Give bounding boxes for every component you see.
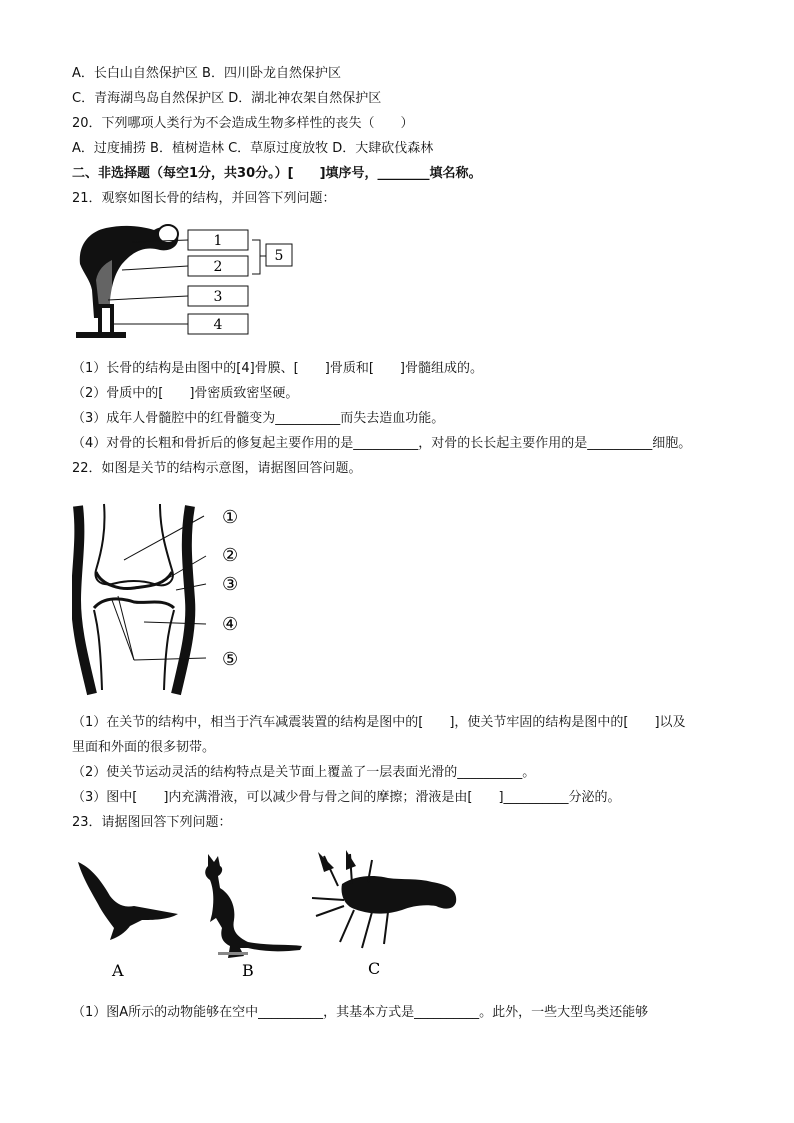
q23-sub1: （1）图A所示的动物能够在空中__________，其基本方式是__________。此外，一些大型鸟类还能够 [72, 1005, 649, 1020]
bone-base-shape [76, 332, 126, 338]
label-3: 3 [213, 289, 223, 305]
q22-sub1-line2: 里面和外面的很多韧带。 [72, 740, 216, 755]
joint-capsule-right [176, 506, 190, 694]
label-4: 4 [213, 317, 223, 333]
q20-stem: 20．下列哪项人类行为不会造成生物多样性的丧失（ ） [72, 116, 414, 131]
joint-figure [72, 500, 252, 696]
label-1: 1 [213, 233, 223, 249]
joint-capsule-left [76, 506, 92, 694]
q21-sub1: （1）长骨的结构是由图中的[4]骨膜、[ ]骨质和[ ]骨髓组成的。 [72, 361, 483, 376]
leader-line-3 [108, 296, 188, 300]
label-circle-3: ③ [222, 574, 239, 595]
label-5: 5 [274, 248, 284, 264]
leader-line-circle2 [158, 556, 206, 584]
kangaroo-silhouette [205, 854, 302, 958]
q22-stem: 22．如图是关节的结构示意图，请据图回答问题。 [72, 461, 362, 476]
label-circle-5: ⑤ [222, 649, 239, 670]
bird-silhouette [78, 862, 178, 940]
leader-line-circle1 [124, 516, 204, 560]
q20-options: A．过度捕捞 B．植树造林 C．草原过度放牧 D．大肆砍伐森林 [72, 141, 434, 156]
leader-line-2 [122, 266, 188, 270]
upper-bone-shape [96, 504, 173, 585]
label-circle-4: ④ [222, 614, 239, 635]
q19-options-cd: C．青海湖鸟岛自然保护区 D．湖北神农架自然保护区 [72, 91, 382, 106]
label-B: B [242, 961, 254, 980]
animals-figure [72, 848, 472, 984]
q21-stem: 21．观察如图长骨的结构，并回答下列问题： [72, 191, 336, 206]
bracket [252, 240, 266, 274]
leader-line-circle5c [134, 658, 206, 660]
crayfish-body-silhouette [341, 876, 456, 914]
q21-sub3: （3）成年人骨髓腔中的红骨髓变为__________而失去造血功能。 [72, 411, 445, 426]
label-circle-2: ② [222, 545, 239, 566]
label-C: C [368, 959, 381, 978]
section2-heading: 二、非选择题（每空1分，共30分。）[ ]填序号，________填名称。 [72, 166, 482, 181]
q23-stem: 23．请据图回答下列问题： [72, 815, 232, 830]
q21-sub4: （4）对骨的长粗和骨折后的修复起主要作用的是__________，对骨的长长起主要作用的是__________细胞。 [72, 436, 692, 451]
q19-options-ab: A．长白山自然保护区 B．四川卧龙自然保护区 [72, 66, 341, 81]
leader-line-circle5a [118, 596, 134, 660]
q22-sub2: （2）使关节运动灵活的结构特点是关节面上覆盖了一层表面光滑的__________。 [72, 765, 536, 780]
lower-cartilage-shape [94, 599, 174, 608]
label-A: A [112, 961, 124, 980]
bone-shaft-inner-shape [102, 308, 110, 334]
kangaroo-feet-shape [218, 952, 248, 955]
q22-sub3: （3）图中[ ]内充满滑液，可以减少骨与骨之间的摩擦；滑液是由[ ]__________分泌的。 [72, 790, 621, 805]
label-circle-1: ① [222, 507, 239, 528]
q22-sub1-line1: （1）在关节的结构中，相当于汽车减震装置的结构是图中的[ ]，使关节牢固的结构是图中的[ ]以及 [72, 715, 686, 730]
label-2: 2 [213, 259, 223, 275]
lower-bone-shape [94, 610, 174, 690]
leader-line-circle5b [112, 600, 134, 660]
leader-line-circle4 [144, 622, 206, 624]
long-bone-figure [72, 220, 300, 344]
q21-sub2: （2）骨质中的[ ]骨密质致密坚硬。 [72, 386, 299, 401]
